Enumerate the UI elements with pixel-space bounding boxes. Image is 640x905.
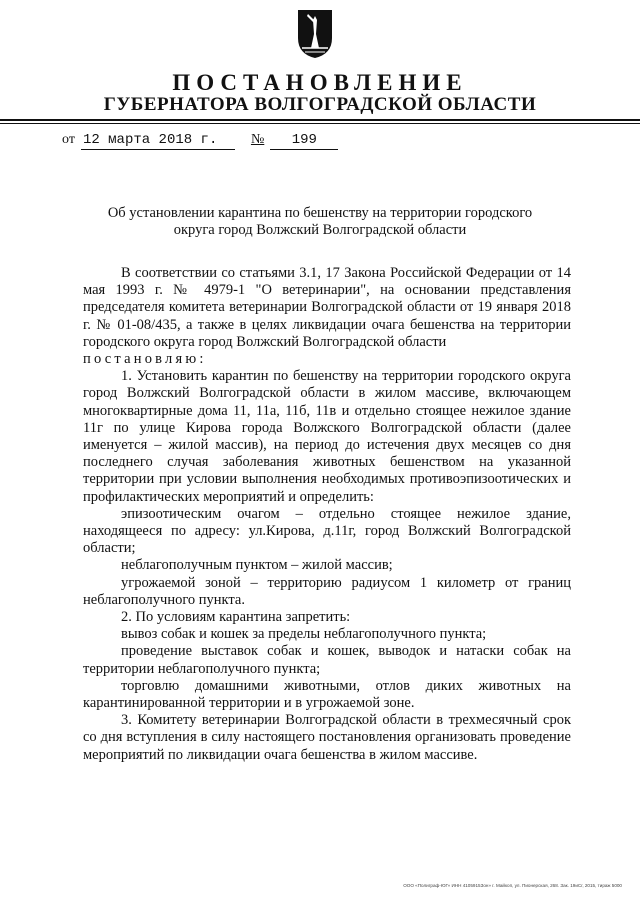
clause-1: 1. Установить карантин по бешенству на территории городского округа город Волжский Волгоградской области в жилом массиве, включающем многоквартирные дома 11, 11а, 11б, 11в и отдельно стоящее нежилое здание 11г по улице Кирова города Волжского Волгоградской области (далее именуется – жилой массив), на период до истечения двух месяцев со дня последнего случая заболевания животных бешенством на указанной территории при условии выполнения необходимых противоэпизоотических и профилактических мероприятий и определить:: [83, 368, 571, 505]
clause-2: 2. По условиям карантина запретить:: [121, 609, 351, 626]
issuer-title: ГУБЕРНАТОРА ВОЛГОГРАДСКОЙ ОБЛАСТИ: [103, 94, 537, 115]
date-value: 12 марта 2018 г.: [81, 132, 235, 150]
printer-imprint: ООО «Полиграф-ЮГ» ИНН 4105915Зон» г. Майкоп, ул. Пионерская, 268. Зак. 19иСг, 2015, тираж 5000: [403, 883, 622, 888]
header-rule-thick: [0, 119, 640, 121]
clause-2-trade: торговлю домашними животными, отлов диких животных на карантинированной территории и в угрожаемой зоне.: [83, 677, 571, 712]
document-body: [83, 265, 571, 764]
number-value: 199: [270, 132, 338, 150]
coat-of-arms-icon: [296, 8, 334, 60]
clause-1-focus: эпизоотическим очагом – отдельно стоящее нежилое здание, находящееся по адресу: ул.Кирова, д.11г, город Волжский Волгоградской области;: [83, 505, 571, 557]
subject-line-2: округа город Волжский Волгоградской области: [173, 222, 467, 238]
clause-2-exhibitions: проведение выставок собак и кошек, выводок и натаски собак на территории неблагополучного пункта;: [83, 643, 571, 677]
clause-2-export: вывоз собак и кошек за пределы неблагополучного пункта;: [121, 626, 487, 643]
resolve-word: постановляю:: [83, 351, 207, 368]
clause-1-point: неблагополучным пунктом – жилой массив;: [121, 557, 393, 574]
date-label: от: [62, 132, 75, 147]
clause-3: 3. Комитету ветеринарии Волгоградской области в трехмесячный срок со дня вступления в силу настоящего постановления организовать проведение мероприятий по ликвидации очага бешенства в жилом массиве.: [83, 712, 571, 763]
document-subject: [70, 205, 570, 239]
number-label: №: [250, 132, 265, 147]
header-rule-thin: [0, 123, 640, 124]
document-type-title: ПОСТАНОВЛЕНИЕ: [172, 70, 468, 95]
clause-1-zone: угрожаемой зоной – территорию радиусом 1 километр от границ неблагополучного пункта.: [83, 574, 571, 608]
date-number-line: [62, 132, 338, 150]
preamble-paragraph: В соответствии со статьями 3.1, 17 Закона Российской Федерации от 14 мая 1993 г. № 4979-1 "О ветеринарии", на основании представления председателя комитета ветеринарии Волгоградской области от 19 января 2018 г. № 01-08/435, а также в целях ликвидации очага бешенства на территории городского округа город Волжский Волгоградской области: [83, 265, 571, 350]
subject-line-1: Об установлении карантина по бешенству на территории городского: [107, 205, 533, 221]
